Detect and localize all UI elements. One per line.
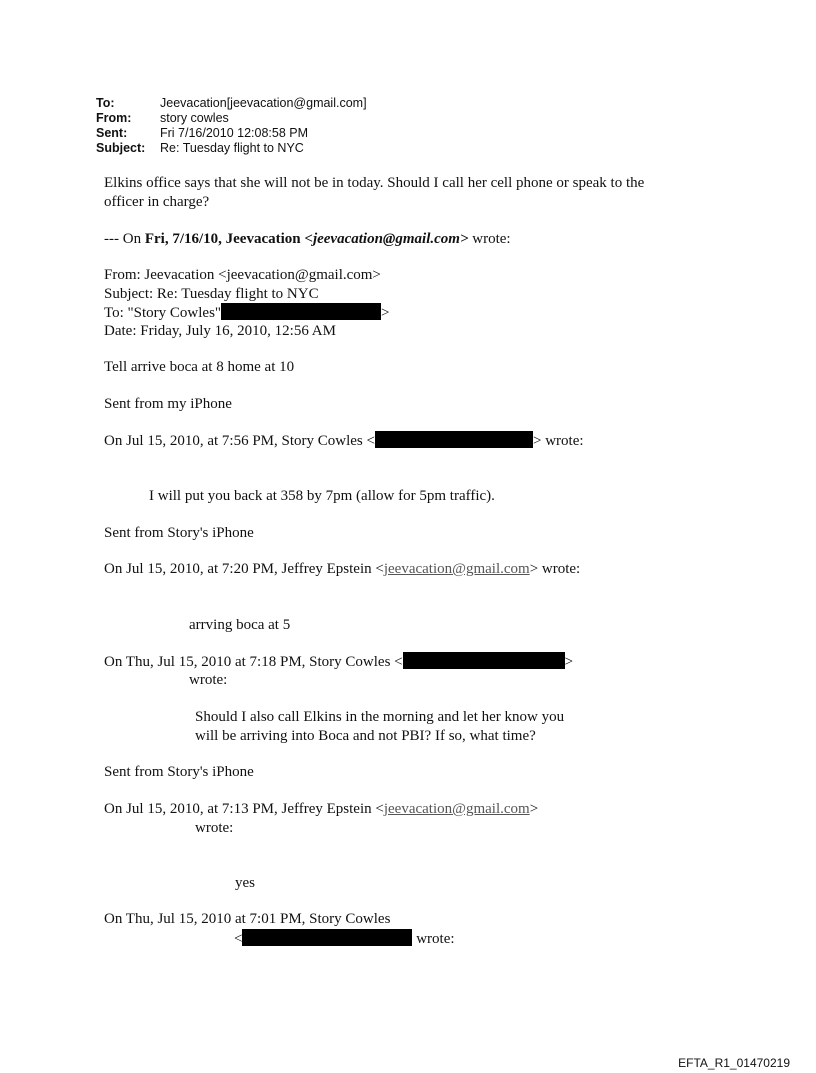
sent-value: Fri 7/16/2010 12:08:58 PM <box>160 126 309 140</box>
fwd-to-text: To: "Story Cowles" <box>104 305 222 321</box>
yes-line: yes <box>235 875 255 891</box>
sent-label: Sent: <box>96 126 128 140</box>
to-row <box>96 96 367 111</box>
sent-from-iphone: Sent from my iPhone <box>104 396 232 412</box>
quote-3-text: On Jul 15, 2010, at 7:20 PM, Jeffrey Epstein < <box>104 561 384 577</box>
sent-row <box>96 126 367 141</box>
from-value: story cowles <box>160 111 229 125</box>
redaction <box>221 303 381 320</box>
quote-header-3 <box>104 560 580 579</box>
fwd-from: From: Jeevacation <jeevacation@gmail.com> <box>104 267 381 283</box>
redaction <box>242 929 412 946</box>
fwd-subject: Subject: Re: Tuesday flight to NYC <box>104 286 319 302</box>
to-label: To: <box>96 96 115 110</box>
quote-5-end: > <box>529 801 539 817</box>
from-label: From: <box>96 111 132 125</box>
fwd-to-end: > <box>381 305 390 321</box>
quote-prefix: --- On <box>104 231 145 247</box>
quote-5-text: On Jul 15, 2010, at 7:13 PM, Jeffrey Epstein < <box>104 801 384 817</box>
quote-5-wrote: wrote: <box>195 820 234 836</box>
quote-6-open: < <box>234 931 243 947</box>
email-header <box>96 96 367 156</box>
body-line-2: officer in charge? <box>104 194 210 210</box>
sent-from-story-1: Sent from Story's iPhone <box>104 525 254 541</box>
redaction <box>375 431 533 448</box>
tell-line: Tell arrive boca at 8 home at 10 <box>104 359 295 375</box>
fwd-date: Date: Friday, July 16, 2010, 12:56 AM <box>104 323 336 339</box>
arrving-line: arrving boca at 5 <box>189 617 291 633</box>
redaction <box>403 652 565 669</box>
quote-header-5 <box>104 800 538 819</box>
quote-header-6: On Thu, Jul 15, 2010 at 7:01 PM, Story Cowles <box>104 911 391 927</box>
document-id: EFTA_R1_01470219 <box>678 1056 790 1070</box>
sent-from-story-2: Sent from Story's iPhone <box>104 764 254 780</box>
put-back-line: I will put you back at 358 by 7pm (allow for 5pm traffic). <box>149 488 495 504</box>
quote-6-line-2 <box>234 929 455 949</box>
quote-header-1 <box>104 230 511 249</box>
email-link[interactable]: jeevacation@gmail.com <box>383 801 530 817</box>
quote-email: <jeevacation@gmail.com> <box>304 231 469 247</box>
quote-suffix: wrote: <box>468 231 511 247</box>
body-line-1: Elkins office says that she will not be in today. Should I call her cell phone or speak to the <box>104 175 645 191</box>
subject-label: Subject: <box>96 141 146 155</box>
quote-3-end: > wrote: <box>529 561 581 577</box>
quote-header-4 <box>104 652 573 672</box>
quote-sender: Fri, 7/16/10, Jeevacation <box>144 231 305 247</box>
quote-4-end: > <box>564 654 574 670</box>
subject-value: Re: Tuesday flight to NYC <box>160 141 304 155</box>
fwd-to <box>104 303 390 323</box>
quote-header-2 <box>104 431 584 451</box>
elkins-line-1: Should I also call Elkins in the morning and let her know you <box>195 709 565 725</box>
quote-4-text: On Thu, Jul 15, 2010 at 7:18 PM, Story Cowles < <box>104 654 403 670</box>
from-row <box>96 111 367 126</box>
to-value: Jeevacation[jeevacation@gmail.com] <box>160 96 367 110</box>
subject-row <box>96 141 367 156</box>
quote-6-wrote: wrote: <box>412 931 455 947</box>
email-link[interactable]: jeevacation@gmail.com <box>383 561 530 577</box>
quote-4-wrote: wrote: <box>189 672 228 688</box>
elkins-line-2: will be arriving into Boca and not PBI? If so, what time? <box>195 728 536 744</box>
quote-2-end: > wrote: <box>532 433 584 449</box>
quote-2-text: On Jul 15, 2010, at 7:56 PM, Story Cowles < <box>104 433 375 449</box>
